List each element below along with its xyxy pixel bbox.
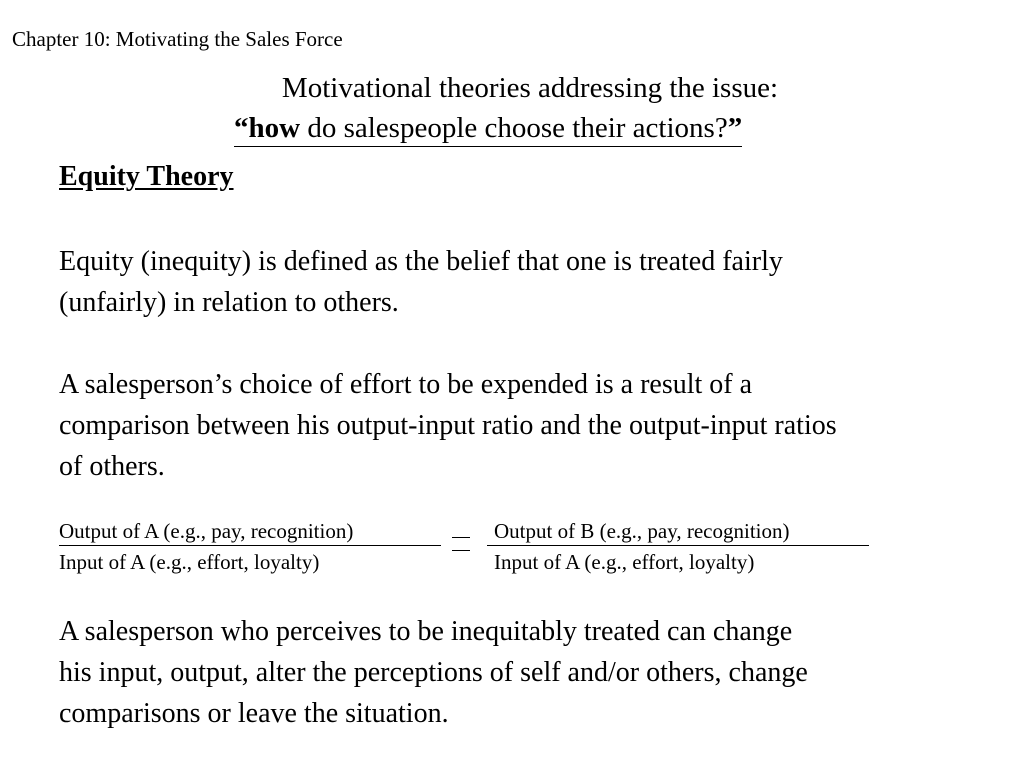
paragraph-line: (unfairly) in relation to others. — [59, 287, 399, 318]
chapter-header: Chapter 10: Motivating the Sales Force — [12, 27, 343, 51]
right-fraction-bar — [487, 545, 869, 546]
definition-paragraph — [59, 241, 783, 323]
left-fraction-bar — [59, 545, 441, 546]
reaction-paragraph — [59, 611, 808, 734]
paragraph-line: Equity (inequity) is defined as the belief that one is treated fairly — [59, 246, 783, 277]
equals-bar-top — [452, 537, 470, 538]
right-denominator: Input of A (e.g., effort, loyalty) — [494, 550, 755, 574]
paragraph-line: A salesperson’s choice of effort to be expended is a result of a — [59, 369, 753, 400]
left-numerator: Output of A (e.g., pay, recognition) — [59, 519, 354, 543]
equals-sign — [452, 537, 470, 552]
close-quote: ” — [727, 112, 743, 144]
left-denominator: Input of A (e.g., effort, loyalty) — [59, 550, 320, 574]
right-numerator: Output of B (e.g., pay, recognition) — [494, 519, 790, 543]
open-quote: “ — [234, 112, 249, 144]
paragraph-line: of others. — [59, 451, 165, 482]
section-heading: Equity Theory — [59, 161, 234, 192]
paragraph-line: A salesperson who perceives to be inequitably treated can change — [59, 616, 793, 647]
slide-title-line-1: Motivational theories addressing the issue: — [281, 72, 779, 104]
title-emphasis-how: how — [248, 112, 301, 144]
slide-title-line-2 — [234, 110, 742, 147]
comparison-paragraph — [59, 364, 837, 487]
paragraph-line: comparison between his output-input ratio and the output-input ratios — [59, 410, 837, 441]
equals-bar-bottom — [452, 550, 470, 551]
paragraph-line: comparisons or leave the situation. — [59, 698, 449, 729]
title-line-2-text: do salespeople choose their actions? — [300, 112, 728, 144]
paragraph-line: his input, output, alter the perceptions of self and/or others, change — [59, 657, 808, 688]
